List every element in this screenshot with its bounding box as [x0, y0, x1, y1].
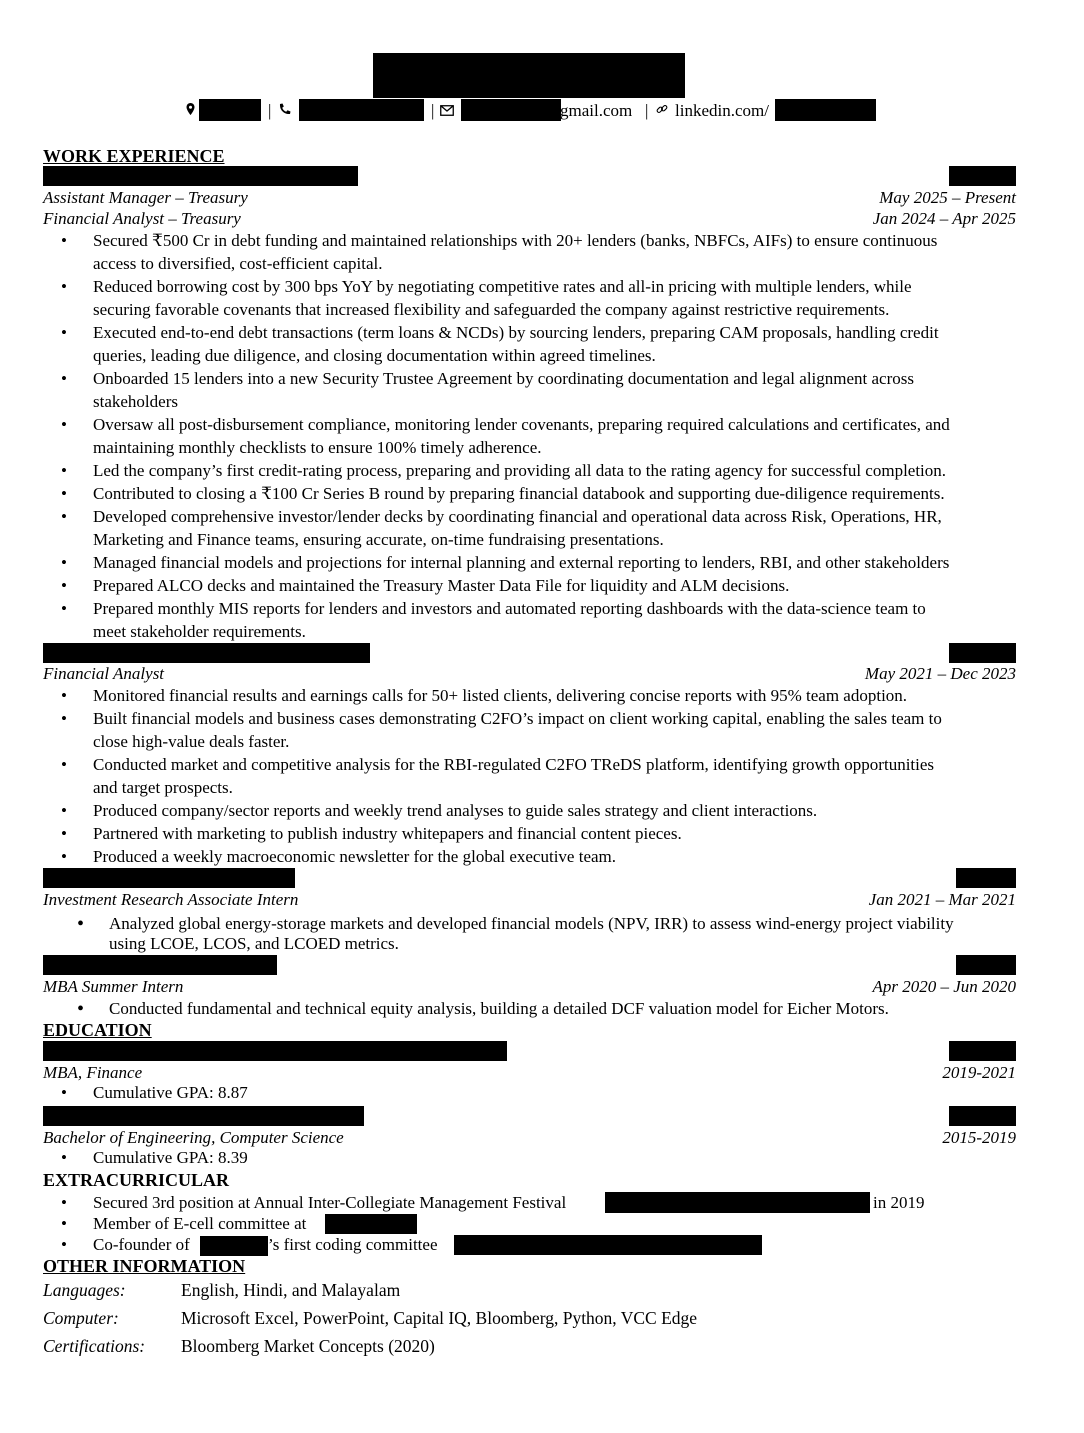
job4-role-row: [43, 976, 1016, 997]
redacted-company-3: [43, 868, 295, 888]
job2-role-row: [43, 663, 1016, 684]
redacted-location-3: [956, 868, 1016, 888]
job-dates: Jan 2024 – Apr 2025: [872, 209, 1016, 228]
other-value: Microsoft Excel, PowerPoint, Capital IQ, Bloomberg, Python, VCC Edge: [181, 1308, 698, 1328]
list-item: • Co-founder of: [61, 1235, 190, 1254]
separator: |: [645, 101, 649, 120]
list-item: • Member of E-cell committee at: [61, 1214, 307, 1233]
job-title: Investment Research Associate Intern: [43, 890, 299, 909]
redacted-company-4: [43, 955, 277, 975]
gpa-text: Cumulative GPA: 8.87: [93, 1083, 248, 1102]
list-item: • Onboarded 15 lenders into a new Security Trustee Agreement by coordinating documentation and legal alignment across stakeholders: [61, 369, 914, 411]
list-item: • Conducted market and competitive analysis for the RBI-regulated C2FO TReDS platform, identifying growth opportunities and target prospects.: [61, 755, 935, 797]
bullet-line: queries, leading due diligence, and closing documentation within agreed timelines.: [93, 346, 656, 365]
bullet-line: Conducted fundamental and technical equity analysis, building a detailed DCF valuation model for Eicher Motors.: [109, 999, 889, 1018]
job-title: Financial Analyst: [43, 664, 165, 683]
redacted-location-1: [949, 166, 1016, 186]
other-computer-row: [43, 1305, 943, 1331]
location-pin-icon: [186, 103, 195, 116]
list-item: • Reduced borrowing cost by 300 bps YoY by negotiating competitive rates and all-in pricing with multiple lenders, while securing favorable covenants that increased flexibility and safeguarded the company against restrictive requirements.: [61, 277, 912, 319]
list-item: • Managed financial models and projections for internal planning and external reporting to lenders, RBI, and other stakeholders: [61, 553, 950, 572]
list-item: • Conducted fundamental and technical equity analysis, building a detailed DCF valuation model for Eicher Motors.: [77, 998, 889, 1020]
degree: MBA, Finance: [43, 1063, 143, 1082]
edu1-row: [43, 1062, 1016, 1083]
list-item: • Built financial models and business cases demonstrating C2FO’s impact on client working capital, enabling the sales team to close high-value deals faster.: [61, 709, 942, 751]
redacted-phone: [299, 99, 424, 121]
bullet-line: Contributed to closing a ₹100 Cr Series B round by preparing financial databook and supporting due-diligence requirements.: [93, 484, 945, 503]
bullet-line: Built financial models and business cases demonstrating C2FO’s impact on client working capital, enabling the sales team to: [93, 709, 942, 728]
list-item: • Cumulative GPA: 8.87: [61, 1083, 248, 1102]
bullet-line: stakeholders: [93, 392, 178, 411]
redacted-school-location-2: [949, 1106, 1016, 1126]
phone-icon: [278, 103, 291, 116]
bullet-line: maintaining monthly checklists to ensure 100% timely adherence.: [93, 438, 542, 457]
redacted-college-name: [325, 1214, 417, 1234]
redacted-school-location-1: [949, 1041, 1016, 1061]
redacted-location-2: [949, 643, 1016, 663]
job-dates: Jan 2021 – Mar 2021: [868, 890, 1016, 909]
other-key: Computer:: [43, 1308, 119, 1328]
other-key: Certifications:: [43, 1336, 146, 1356]
list-item: • Led the company’s first credit-rating process, preparing and providing all data to the rating agency for successful completion.: [61, 461, 947, 480]
bullet-line: Partnered with marketing to publish industry whitepapers and financial content pieces.: [93, 824, 682, 843]
list-item: • Prepared monthly MIS reports for lenders and investors and automated reporting dashboards with the data-science team to meet stakeholder requirements.: [61, 599, 926, 641]
link-icon: [656, 103, 668, 115]
bullet-line: using LCOE, LCOS, and LCOED metrics.: [109, 934, 399, 953]
separator: |: [268, 101, 272, 120]
other-languages-row: [43, 1277, 943, 1303]
bullet-line: Onboarded 15 lenders into a new Security Trustee Agreement by coordinating documentation and legal alignment across: [93, 369, 914, 388]
redacted-name: [373, 53, 685, 98]
list-item: • Partnered with marketing to publish industry whitepapers and financial content pieces.: [61, 824, 682, 843]
other-key: Languages:: [43, 1280, 126, 1300]
job-dates: Apr 2020 – Jun 2020: [872, 977, 1016, 996]
list-item: • Executed end-to-end debt transactions (term loans & NCDs) by sourcing lenders, preparing CAM proposals, handling credit queries, leading due diligence, and closing documentation within agreed timelines.: [61, 323, 939, 365]
bullet-line: Produced company/sector reports and weekly trend analyses to guide sales strategy and client interactions.: [93, 801, 818, 820]
extra-text: Member of E-cell committee at: [93, 1214, 307, 1233]
list-item: • Produced a weekly macroeconomic newsletter for the global executive team.: [61, 847, 617, 866]
section-extracurricular: EXTRACURRICULAR: [43, 1170, 230, 1190]
bullet-line: Conducted market and competitive analysis for the RBI-regulated C2FO TReDS platform, identifying growth opportunities: [93, 755, 935, 774]
list-item: • Secured 3rd position at Annual Inter-Collegiate Management Festival: [61, 1193, 567, 1212]
bullet-line: Marketing and Finance teams, ensuring accurate, on-time fundraising presentations.: [93, 530, 664, 549]
bullet-line: Secured ₹500 Cr in debt funding and maintained relationships with 20+ lenders (banks, NBFCs, AIFs) to ensure continuous: [93, 231, 938, 250]
job-dates: May 2021 – Dec 2023: [864, 664, 1016, 683]
other-value: English, Hindi, and Malayalam: [181, 1280, 401, 1300]
edu-years: 2015-2019: [942, 1128, 1016, 1147]
bullet-line: and target prospects.: [93, 778, 233, 797]
redacted-email-user: [461, 99, 561, 121]
redacted-company-2: [43, 643, 370, 663]
separator: |: [431, 101, 435, 120]
edu2-row: [43, 1127, 1016, 1148]
list-item: • Contributed to closing a ₹100 Cr Series B round by preparing financial databook and supporting due-diligence requirements.: [61, 484, 945, 503]
list-item: • Prepared ALCO decks and maintained the Treasury Master Data File for liquidity and ALM decisions.: [61, 576, 790, 595]
bullet-line: Reduced borrowing cost by 300 bps YoY by negotiating competitive rates and all-in pricing with multiple lenders, while: [93, 277, 912, 296]
list-item: • Analyzed global energy-storage markets and developed financial models (NPV, IRR) to assess wind-energy project viability using LCOE, LCOS, and LCOED metrics.: [77, 913, 954, 953]
mail-icon: [440, 105, 454, 116]
job1-role-row-2: [43, 208, 1016, 229]
contact-line: [0, 99, 1084, 123]
bullet-line: Developed comprehensive investor/lender decks by coordinating financial and operational data across Risk, Operations, HR,: [93, 507, 942, 526]
job-dates: May 2025 – Present: [879, 188, 1016, 207]
redacted-company-1: [43, 166, 358, 186]
bullet-line: meet stakeholder requirements.: [93, 622, 306, 641]
job3-role-row: [43, 889, 1016, 910]
list-item: • Oversaw all post-disbursement compliance, monitoring lender covenants, preparing required calculations and certificates, and maintaining monthly checklists to ensure 100% timely adherence.: [61, 415, 950, 457]
redacted-committee-name: [454, 1235, 762, 1255]
bullet-line: Monitored financial results and earnings calls for 50+ listed clients, delivering concise reports with 95% team adoption.: [93, 686, 908, 705]
job-title: Assistant Manager – Treasury: [43, 188, 248, 207]
gpa-text: Cumulative GPA: 8.39: [93, 1148, 248, 1167]
other-certifications-row: [43, 1333, 943, 1359]
list-item: • Secured ₹500 Cr in debt funding and maintained relationships with 20+ lenders (banks, NBFCs, AIFs) to ensure continuous access to diversified, cost-efficient capital.: [61, 231, 938, 273]
list-item: • Monitored financial results and earnings calls for 50+ listed clients, delivering concise reports with 95% team adoption.: [61, 686, 908, 705]
bullet-line: Oversaw all post-disbursement compliance, monitoring lender covenants, preparing required calculations and certificates, and: [93, 415, 950, 434]
other-value: Bloomberg Market Concepts (2020): [181, 1336, 435, 1356]
section-work-experience: WORK EXPERIENCE: [43, 146, 225, 166]
redacted-school-1: [43, 1041, 507, 1061]
redacted-location-4: [956, 955, 1016, 975]
list-item: • Cumulative GPA: 8.39: [61, 1148, 248, 1167]
degree: Bachelor of Engineering, Computer Science: [43, 1128, 344, 1147]
job-title: Financial Analyst – Treasury: [43, 209, 241, 228]
extra-text: Co-founder of: [93, 1235, 190, 1254]
redacted-linkedin-handle: [775, 99, 876, 121]
bullet-line: Managed financial models and projections for internal planning and external reporting to lenders, RBI, and other stakeholders: [93, 553, 950, 572]
bullet-line: Prepared monthly MIS reports for lenders and investors and automated reporting dashboards with the data-science team to: [93, 599, 926, 618]
section-education: EDUCATION: [43, 1020, 152, 1040]
extra-text: Secured 3rd position at Annual Inter-Collegiate Management Festival: [93, 1193, 567, 1212]
job1-role-row-1: [43, 187, 1016, 208]
redacted-college-name-2: [200, 1236, 268, 1256]
redacted-school-2: [43, 1106, 364, 1126]
bullet-line: Produced a weekly macroeconomic newsletter for the global executive team.: [93, 847, 617, 866]
bullet-line: Led the company’s first credit-rating process, preparing and providing all data to the rating agency for successful completion.: [93, 461, 947, 480]
list-item: • Produced company/sector reports and weekly trend analyses to guide sales strategy and client interactions.: [61, 801, 818, 820]
redacted-festival-name: [605, 1192, 870, 1213]
section-other-information: OTHER INFORMATION: [43, 1256, 246, 1276]
linkedin-prefix[interactable]: linkedin.com/: [675, 101, 769, 120]
extra-text: in 2019: [873, 1193, 925, 1212]
email-domain[interactable]: gmail.com: [560, 101, 633, 120]
list-item: • Developed comprehensive investor/lender decks by coordinating financial and operational data across Risk, Operations, HR, Marketing and Finance teams, ensuring accurate, on-time fundraising presentations.: [61, 507, 942, 549]
bullet-line: securing favorable covenants that increased flexibility and safeguarded the company against restrictive requirements.: [93, 300, 890, 319]
bullet-line: Prepared ALCO decks and maintained the Treasury Master Data File for liquidity and ALM decisions.: [93, 576, 790, 595]
extra-text: ’s first coding committee: [268, 1235, 438, 1254]
bullet-line: Executed end-to-end debt transactions (term loans & NCDs) by sourcing lenders, preparing CAM proposals, handling credit: [93, 323, 939, 342]
bullet-line: Analyzed global energy-storage markets and developed financial models (NPV, IRR) to assess wind-energy project viability: [109, 914, 954, 933]
bullet-line: access to diversified, cost-efficient capital.: [93, 254, 383, 273]
redacted-location: [199, 99, 261, 121]
job-title: MBA Summer Intern: [43, 977, 184, 996]
edu-years: 2019-2021: [942, 1063, 1016, 1082]
bullet-line: close high-value deals faster.: [93, 732, 290, 751]
